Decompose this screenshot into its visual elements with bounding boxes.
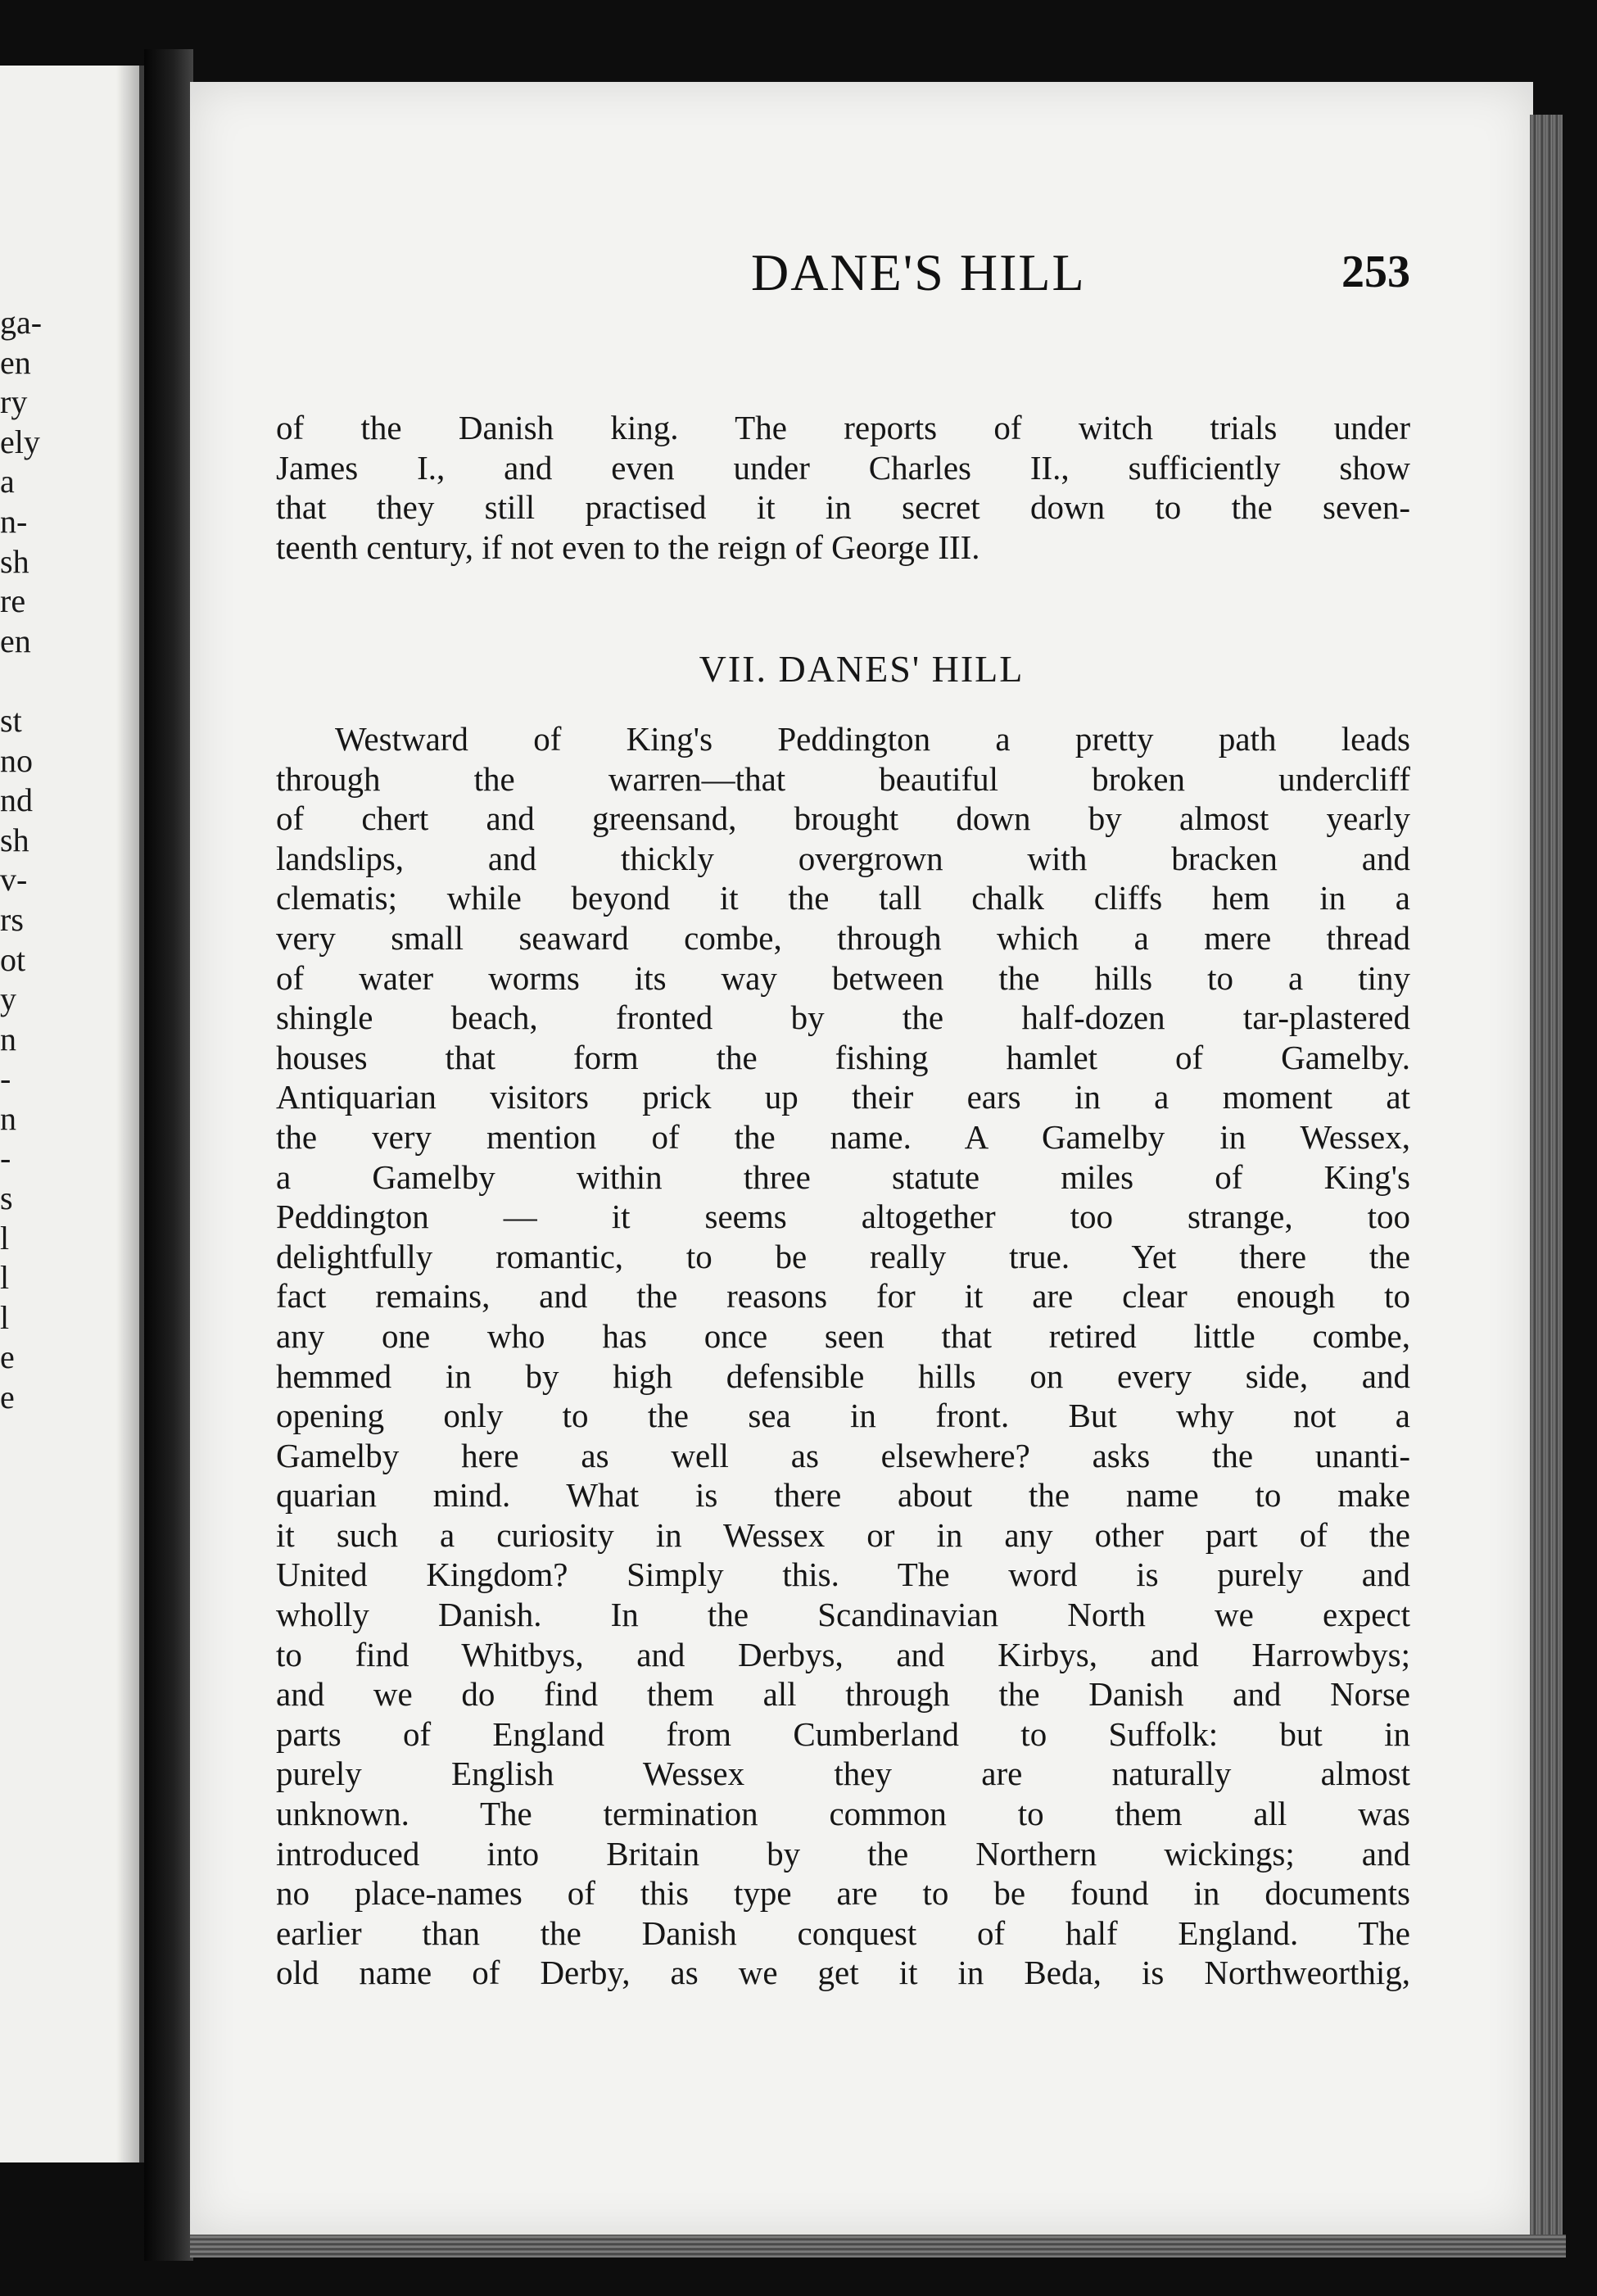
facing-page-fragment: st: [0, 701, 22, 739]
facing-page-fragment: sh: [0, 542, 29, 580]
text-line: the very mention of the name. A Gamelby in Wessex,: [276, 1117, 1410, 1156]
text-line: clematis; while beyond it the tall chalk cliffs hem in a: [276, 879, 1410, 917]
facing-page-fragment: l: [0, 1298, 10, 1336]
text-line: to find Whitbys, and Derbys, and Kirbys, and Harrowbys;: [276, 1635, 1410, 1673]
facing-page-fragment: -: [0, 1139, 11, 1177]
text-line: wholly Danish. In the Scandinavian North we expect: [276, 1596, 1410, 1634]
facing-page-fragment: e: [0, 1338, 15, 1376]
text-line: and we do find them all through the Danish and Norse: [276, 1675, 1410, 1714]
facing-page-fragment: en: [0, 343, 31, 381]
book-page: [190, 82, 1533, 2236]
page-edges-right: [1530, 115, 1563, 2244]
text-line: houses that form the fishing hamlet of Gamelby.: [276, 1038, 1410, 1076]
facing-page-fragment: -: [0, 1060, 11, 1098]
text-line: it such a curiosity in Wessex or in any other part of the: [276, 1515, 1410, 1554]
facing-page-fragment: n: [0, 1020, 16, 1057]
text-line: fact remains, and the reasons for it are clear enough to: [276, 1277, 1410, 1316]
text-line: Gamelby here as well as elsewhere? asks the unanti-: [276, 1436, 1410, 1474]
facing-page-fragment: l: [0, 1259, 10, 1297]
text-line: delightfully romantic, to be really true. Yet there the: [276, 1237, 1410, 1275]
facing-page-fragment: re: [0, 582, 26, 620]
facing-page-text-fragments: [0, 303, 42, 1418]
facing-page-fragment: n: [0, 1099, 16, 1137]
text-line: of water worms its way between the hills to a tiny: [276, 958, 1410, 997]
text-line: purely English Wessex they are naturally almost: [276, 1755, 1410, 1793]
text-line: quarian mind. What is there about the name to make: [276, 1476, 1410, 1515]
facing-page-fragment: en: [0, 622, 31, 659]
facing-page-fragment: l: [0, 1219, 10, 1257]
running-head: [280, 242, 1410, 316]
text-line: of the Danish king. The reports of witch trials under: [276, 409, 1410, 446]
section-heading: VII. DANES' HILL: [699, 648, 1025, 690]
text-line: through the warren—that beautiful broken undercliff: [276, 759, 1410, 798]
facing-page-fragment: rs: [0, 900, 24, 938]
facing-page-fragment: ely: [0, 423, 40, 460]
text-line: teenth century, if not even to the reign of George III.: [276, 528, 980, 566]
facing-page-fragment: [0, 661, 42, 701]
text-line: of chert and greensand, brought down by almost yearly: [276, 799, 1410, 838]
text-line: very small seaward combe, through which a mere thread: [276, 918, 1410, 957]
facing-page-fragment: a: [0, 463, 15, 500]
book-binding: [144, 49, 193, 2261]
text-line: United Kingdom? Simply this. The word is purely and: [276, 1556, 1410, 1594]
text-line: old name of Derby, as we get it in Beda, is Northweorthig,: [276, 1954, 1410, 1992]
facing-page-fragment: ga-: [0, 304, 43, 341]
text-line: shingle beach, fronted by the half-dozen tar-plastered: [276, 999, 1410, 1037]
text-line: introduced into Britain by the Northern wickings; and: [276, 1834, 1410, 1873]
facing-page-fragment: sh: [0, 821, 29, 858]
text-line: Antiquarian visitors prick up their ears in a moment at: [276, 1078, 1410, 1116]
facing-page-fragment: ry: [0, 383, 28, 421]
page-number: 253: [1341, 247, 1410, 297]
page-gutter-shadow: [116, 66, 139, 2162]
running-title: DANE'S HILL: [751, 243, 1086, 301]
facing-page-fragment: y: [0, 980, 16, 1018]
text-line: no place-names of this type are to be found in documents: [276, 1874, 1410, 1913]
continued-paragraph: [276, 408, 1410, 567]
facing-page-fragment: n-: [0, 502, 28, 540]
text-line: opening only to the sea in front. But why not a: [276, 1397, 1410, 1435]
facing-page-fragment: ot: [0, 940, 26, 978]
text-line: James I., and even under Charles II., sufficiently show: [276, 448, 1410, 487]
facing-page-fragment: e: [0, 1379, 15, 1416]
page-edges-bottom: [190, 2235, 1566, 2258]
section-paragraph: [276, 719, 1410, 1993]
text-line: unknown. The termination common to them all was: [276, 1795, 1410, 1833]
facing-page-fragment: nd: [0, 781, 33, 819]
text-line: landslips, and thickly overgrown with bracken and: [276, 839, 1410, 877]
text-line: Peddington — it seems altogether too strange, too: [276, 1198, 1410, 1236]
text-line: hemmed in by high defensible hills on every side, and: [276, 1356, 1410, 1395]
text-line: Westward of King's Peddington a pretty path leads: [335, 720, 1410, 758]
text-line: a Gamelby within three statute miles of King's: [276, 1157, 1410, 1196]
text-line: earlier than the Danish conquest of half England. The: [276, 1913, 1410, 1952]
text-line: parts of England from Cumberland to Suffolk: but in: [276, 1714, 1410, 1753]
text-line: any one who has once seen that retired little combe,: [276, 1316, 1410, 1355]
facing-page-fragment: s: [0, 1180, 13, 1217]
facing-page-fragment: v-: [0, 861, 28, 899]
facing-page: [0, 66, 144, 2162]
facing-page-fragment: no: [0, 741, 33, 779]
text-line: that they still practised it in secret down to the seven-: [276, 488, 1410, 527]
